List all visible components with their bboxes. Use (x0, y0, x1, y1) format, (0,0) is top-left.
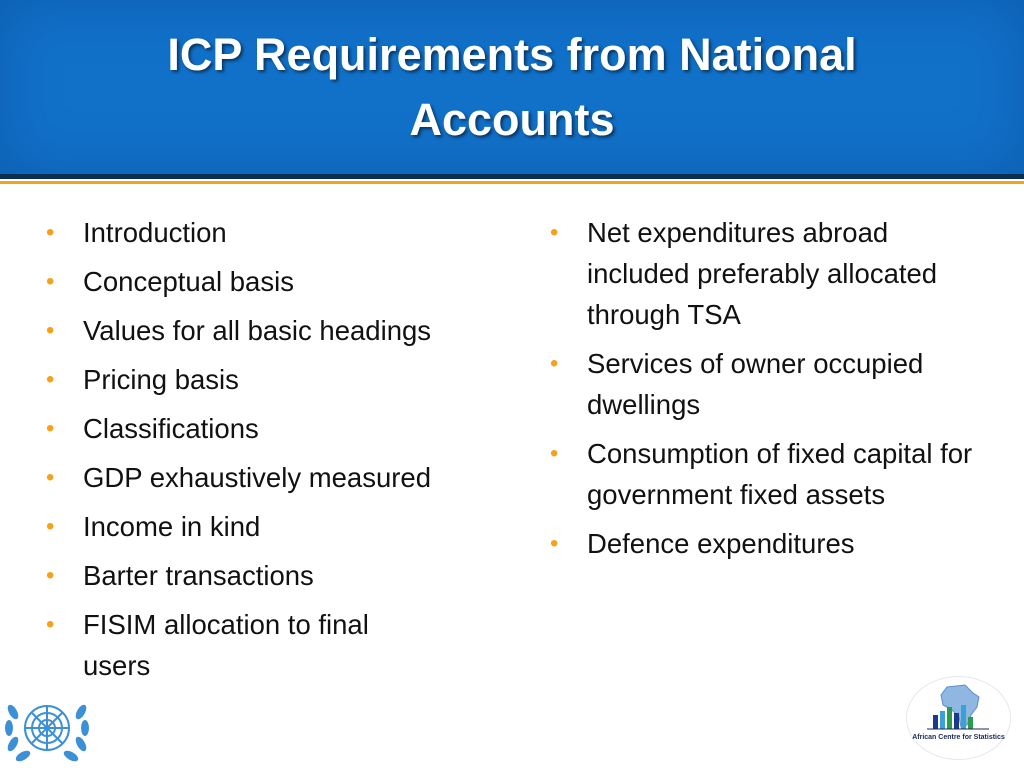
list-item-text: GDP exhaustively measured (83, 462, 431, 493)
africa-map-icon (907, 677, 1010, 733)
list-item-text: Introduction (83, 217, 227, 248)
title-line-1: ICP Requirements from National (167, 29, 857, 80)
bullet-icon: • (46, 268, 55, 295)
right-bullet-list (548, 212, 993, 572)
un-emblem-icon (3, 688, 91, 766)
list-item (548, 212, 947, 335)
bullet-icon: • (46, 366, 55, 393)
left-bullet-list (44, 212, 484, 694)
list-item (44, 359, 484, 400)
list-item (44, 212, 484, 253)
title-banner (0, 0, 1024, 174)
bullet-icon: • (550, 530, 559, 557)
bullet-icon: • (550, 350, 559, 377)
bullet-icon: • (550, 440, 559, 467)
bullet-icon: • (46, 317, 55, 344)
divider-gold (0, 181, 1024, 184)
bullet-icon: • (550, 219, 559, 246)
slide-title (0, 22, 1024, 152)
bullet-icon: • (46, 611, 55, 638)
list-item-text: Values for all basic headings (83, 315, 432, 346)
divider-dark (0, 174, 1024, 179)
list-item-text: Conceptual basis (83, 266, 294, 297)
list-item-text: Net expenditures abroad included preferably allocated through TSA (587, 217, 938, 330)
list-item (44, 604, 423, 686)
bullet-icon: • (46, 513, 55, 540)
list-item-text: Consumption of fixed capital for government fixed assets (587, 438, 973, 510)
bullet-icon: • (46, 464, 55, 491)
acs-logo-text: African Centre for Statistics (912, 734, 1005, 741)
list-item (44, 310, 484, 351)
list-item (44, 408, 484, 449)
list-item (44, 506, 484, 547)
list-item (44, 261, 484, 302)
title-line-2: Accounts (409, 94, 615, 145)
list-item-text: Services of owner occupied dwellings (587, 348, 924, 420)
list-item-text: Barter transactions (83, 560, 314, 591)
african-centre-for-statistics-logo-icon (906, 676, 1011, 760)
list-item (44, 555, 484, 596)
list-item-text: Classifications (83, 413, 259, 444)
list-item-text: Income in kind (83, 511, 261, 542)
list-item-text: FISIM allocation to final users (83, 609, 369, 681)
bullet-icon: • (46, 219, 55, 246)
bullet-icon: • (46, 415, 55, 442)
list-item-text: Pricing basis (83, 364, 239, 395)
list-item (548, 433, 993, 515)
list-item (548, 343, 993, 425)
bullet-icon: • (46, 562, 55, 589)
list-item-text: Defence expenditures (587, 528, 855, 559)
list-item (44, 457, 484, 498)
list-item (548, 523, 993, 564)
